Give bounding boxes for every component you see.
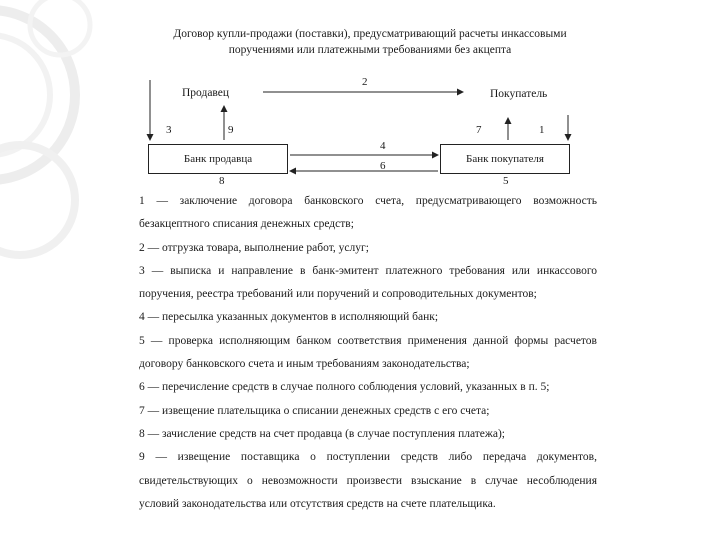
- buyer-bank-box: [440, 144, 570, 174]
- seller-bank-box: [148, 144, 288, 174]
- buyer-bank-label: Банк покупателя: [466, 153, 544, 165]
- page-title: Договор купли-продажи (поставки), предусматривающий расчеты инкассовыми поручениями или платежными требованиями без акцепта: [173, 28, 567, 56]
- buyer-label: Покупатель: [490, 88, 548, 100]
- legend-item-6: 6 — перечисление средств в случае полного соблюдения условий, указанных в п. 5;: [139, 381, 550, 394]
- arrow-3-number: 3: [166, 124, 172, 136]
- arrow-4-number: 4: [380, 140, 386, 152]
- step-8-number: 8: [219, 175, 225, 187]
- legend: [139, 190, 597, 516]
- arrow-6-number: 6: [380, 160, 386, 172]
- step-5-number: 5: [503, 175, 509, 187]
- arrow-1-number: 1: [539, 124, 545, 136]
- legend-item-5: 5 — проверка исполняющим банком соответствия применения данной формы расчетов договору банковского счета и иным требованиям законодательства;: [139, 334, 597, 371]
- legend-item-1: 1 — заключение договора банковского счета, предусматривающего возможность безакцептного списания денежных средств;: [139, 195, 597, 231]
- legend-item-4: 4 — пересылка указанных документов в исполняющий банк;: [139, 311, 439, 324]
- settlement-diagram: [130, 70, 600, 195]
- seller-bank-label: Банк продавца: [183, 153, 253, 165]
- arrow-9-number: 9: [228, 124, 234, 136]
- arrow-2-number: 2: [362, 76, 368, 88]
- legend-item-3: 3 — выписка и направление в банк-эмитент платежного требования или инкассового поручения, реестра требований или поручений и сопроводительных документов;: [139, 264, 597, 301]
- legend-item-7: 7 — извещение плательщика о списании денежных средств с его счета;: [139, 404, 490, 417]
- seller-label: Продавец: [182, 87, 230, 99]
- legend-item-8: 8 — зачисление средств на счет продавца (в случае поступления платежа);: [139, 427, 505, 440]
- legend-item-9: 9 — извещение поставщика о поступлении средств либо передача документов, свидетельствующих о невозможности произвести взыскание в случае несоблюдения условий законодательства или отсутствия средств на счете плательщика.: [139, 451, 597, 510]
- arrow-7-number: 7: [476, 124, 482, 136]
- legend-item-2: 2 — отгрузка товара, выполнение работ, услуг;: [139, 241, 369, 254]
- decorative-circles: [0, 0, 140, 540]
